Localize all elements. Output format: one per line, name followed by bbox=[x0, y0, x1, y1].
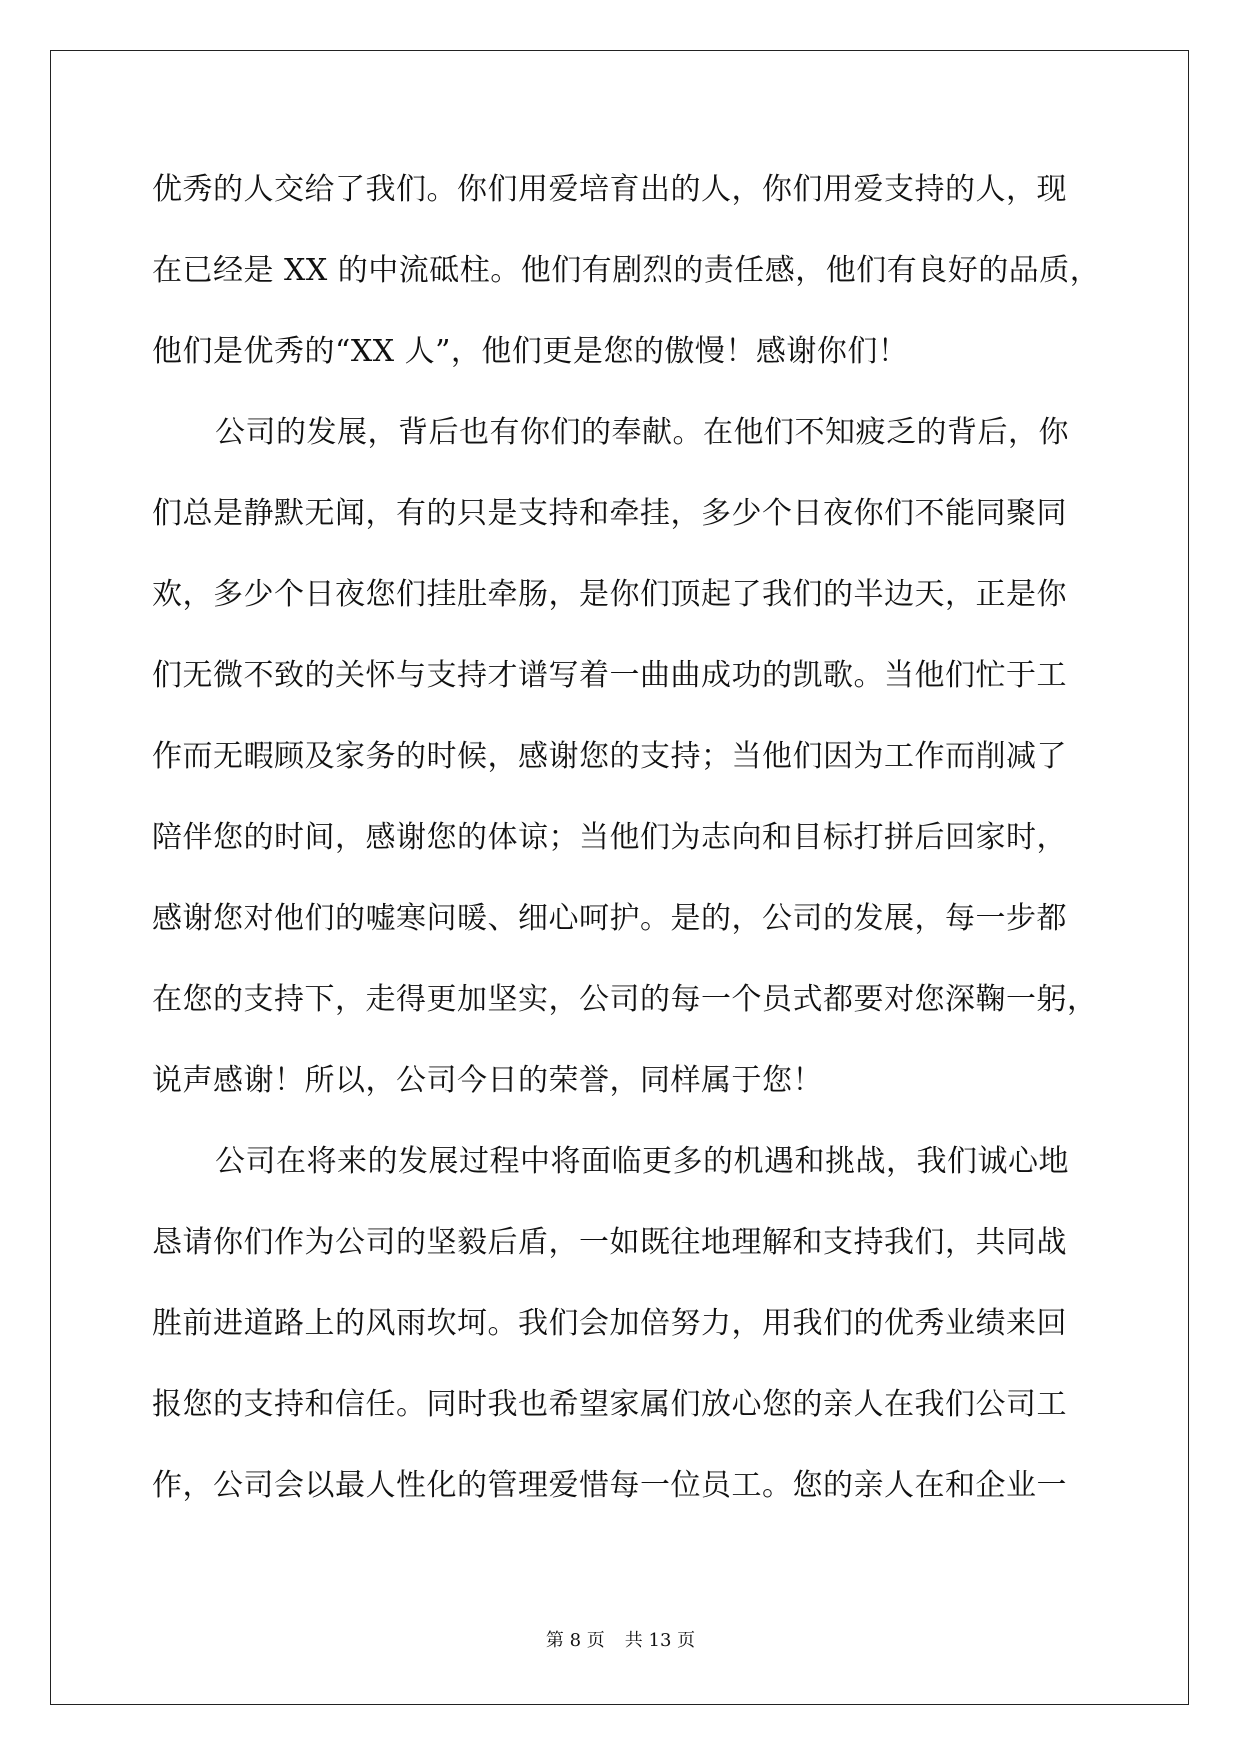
text-line: 公司在将来的发展过程中将面临更多的机遇和挑战，我们诚心地 bbox=[215, 1144, 1069, 1179]
text-line: 们无微不致的关怀与支持才谱写着一曲曲成功的凯歌。当他们忙于工 bbox=[152, 658, 1067, 693]
text-line: 作，公司会以最人性化的管理爱惜每一位员工。您的亲人在和企业一 bbox=[152, 1468, 1067, 1503]
page-total: 共 13 页 bbox=[624, 1630, 696, 1651]
text-line: 公司的发展，背后也有你们的奉献。在他们不知疲乏的背后，你 bbox=[215, 415, 1069, 450]
text-line: 们总是静默无闻，有的只是支持和牵挂，多少个日夜你们不能同聚同 bbox=[152, 496, 1067, 531]
text-line: 报您的支持和信任。同时我也希望家属们放心您的亲人在我们公司工 bbox=[152, 1387, 1067, 1422]
text-line: 胜前进道路上的风雨坎坷。我们会加倍努力，用我们的优秀业绩来回 bbox=[152, 1306, 1067, 1341]
text-line: 在已经是 XX 的中流砥柱。他们有剧烈的责任感，他们有良好的品质， bbox=[152, 253, 1101, 288]
text-line: 说声感谢！所以，公司今日的荣誉，同样属于您！ bbox=[152, 1063, 823, 1098]
text-line: 在您的支持下，走得更加坚实，公司的每一个员式都要对您深鞠一躬， bbox=[152, 982, 1098, 1017]
text-line: 恳请你们作为公司的坚毅后盾，一如既往地理解和支持我们，共同战 bbox=[152, 1225, 1067, 1260]
text-line: 欢，多少个日夜您们挂肚牵肠，是你们顶起了我们的半边天，正是你 bbox=[152, 577, 1067, 612]
text-line: 优秀的人交给了我们。你们用爱培育出的人，你们用爱支持的人，现 bbox=[152, 172, 1067, 207]
text-line: 作而无暇顾及家务的时候，感谢您的支持；当他们因为工作而削减了 bbox=[152, 739, 1067, 774]
page-footer bbox=[0, 1626, 1241, 1652]
page-number: 第 8 页 bbox=[545, 1630, 605, 1651]
text-line: 他们是优秀的“XX 人”，他们更是您的傲慢！感谢你们！ bbox=[152, 334, 909, 369]
document-body bbox=[152, 160, 1101, 1537]
text-line: 陪伴您的时间，感谢您的体谅；当他们为志向和目标打拼后回家时， bbox=[152, 820, 1067, 855]
text-line: 感谢您对他们的嘘寒问暖、细心呵护。是的，公司的发展，每一步都 bbox=[152, 901, 1067, 936]
